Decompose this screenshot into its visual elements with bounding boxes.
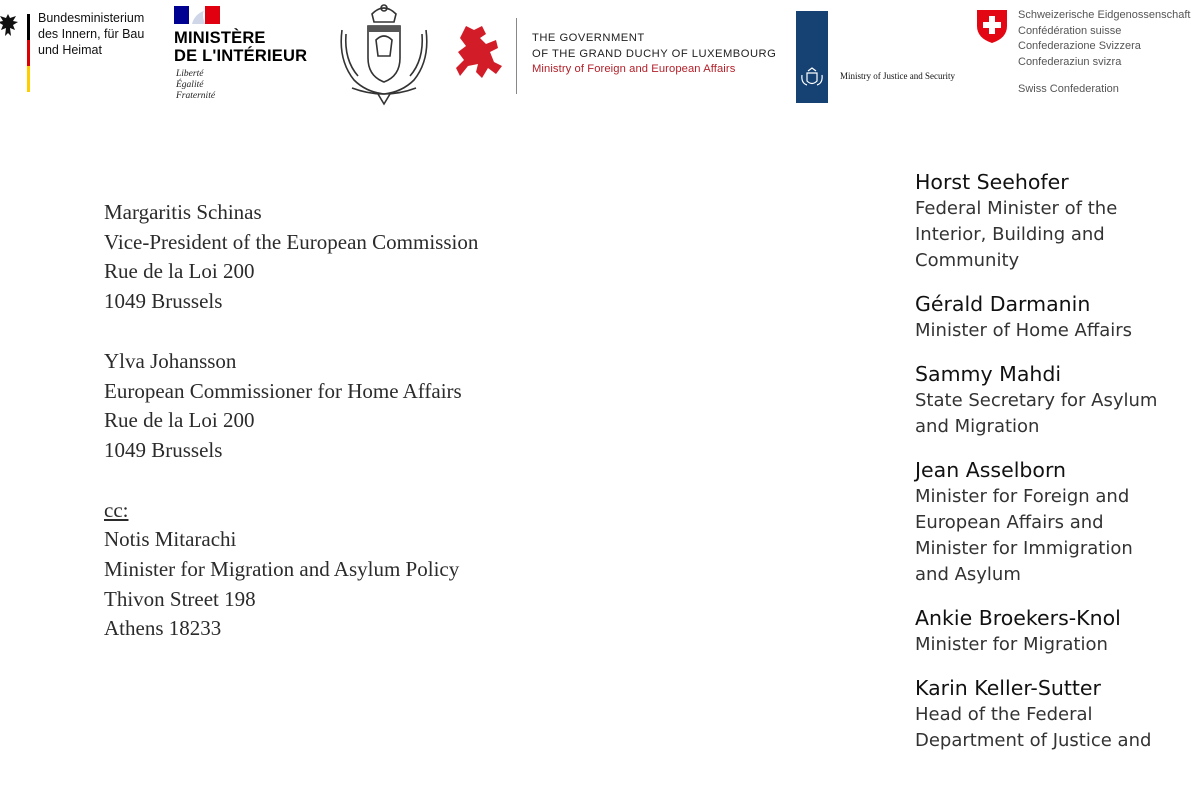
recipient-address: [104, 198, 664, 317]
signatory-title: Minister for Immigration: [915, 538, 1133, 559]
swiss-shield-icon: [975, 8, 1009, 44]
recipient-city: 1049 Brussels: [104, 289, 223, 314]
cc-address: [104, 496, 664, 645]
recipient-addresses: [104, 198, 664, 674]
belgium-logo: [332, 0, 436, 106]
signatory-title: Interior, Building and: [915, 224, 1105, 245]
signatory-title: Minister for Foreign and: [915, 486, 1130, 507]
luxembourg-ministry-name: Ministry of Foreign and European Affairs: [532, 63, 736, 75]
signatory-title: Community: [915, 250, 1020, 271]
luxembourg-government-logo: [452, 14, 792, 94]
signatory-title: Minister of Home Affairs: [915, 320, 1133, 341]
recipient-street: Rue de la Loi 200: [104, 259, 255, 284]
recipient-city: 1049 Brussels: [104, 437, 223, 462]
luxembourg-government-name: THE GOVERNMENT OF THE GRAND DUCHY OF LUXEMBOURG Ministry of Foreign and European Affairs: [532, 31, 776, 78]
signatory-title: and Asylum: [915, 564, 1021, 585]
signatory-name: Gérald Darmanin: [915, 292, 1091, 316]
cc-city: Athens 18233: [104, 616, 222, 641]
netherlands-ministry-name: Ministry of Justice and Security: [840, 71, 955, 81]
signatory-title: Minister for Migration: [915, 634, 1108, 655]
belgian-coat-of-arms-icon: [332, 0, 436, 106]
france-motto: Liberté Égalité Fraternité: [176, 69, 216, 101]
signatories-list: [915, 168, 1200, 770]
signatory: [915, 674, 1200, 754]
netherlands-blue-bar: [796, 11, 828, 103]
cc-label: cc:: [104, 497, 129, 522]
germany-ministry-logo: [0, 6, 160, 88]
cc-title: Minister for Migration and Asylum Policy: [104, 557, 460, 582]
swiss-confederation-logo: [975, 8, 1200, 100]
signatory-name: Karin Keller-Sutter: [915, 676, 1101, 700]
netherlands-ministry-logo: [796, 11, 976, 103]
cc-name: Notis Mitarachi: [104, 527, 237, 552]
signatory-title: and Migration: [915, 416, 1040, 437]
signatory: [915, 456, 1200, 588]
eagle-icon: [0, 12, 20, 42]
swiss-confederation-english: Swiss Confederation: [1018, 83, 1119, 95]
signatory: [915, 290, 1200, 344]
signatory-name: Jean Asselborn: [915, 458, 1067, 482]
france-ministry-title: MINISTÈRE DE L'INTÉRIEUR: [174, 29, 308, 65]
dutch-crest-icon: [799, 67, 825, 89]
luxembourg-divider: [516, 18, 517, 94]
signatory-name: Ankie Broekers-Knol: [915, 606, 1121, 630]
signatory-name: Sammy Mahdi: [915, 362, 1062, 386]
signatory-title: Federal Minister of the: [915, 198, 1118, 219]
recipient-name: Margaritis Schinas: [104, 200, 262, 224]
signatory: [915, 360, 1200, 440]
marianne-flag-icon: [174, 6, 220, 24]
signatory-title: European Affairs and: [915, 512, 1104, 533]
cc-street: Thivon Street 198: [104, 586, 256, 611]
recipient-name: Ylva Johansson: [104, 348, 237, 373]
recipient-title: Vice-President of the European Commission: [104, 229, 479, 254]
recipient-street: Rue de la Loi 200: [104, 408, 255, 433]
france-ministry-logo: [174, 6, 324, 106]
signatory-name: Horst Seehofer: [915, 170, 1069, 194]
signatory-title: Head of the Federal: [915, 704, 1093, 725]
germany-ministry-name: Bundesministerium des Innern, für Bau und Heimat: [38, 11, 145, 57]
signatory: [915, 168, 1200, 274]
german-flag-bar: [27, 14, 30, 92]
recipient-address: [104, 347, 664, 466]
recipient-title: European Commissioner for Home Affairs: [104, 378, 462, 403]
red-lion-icon: [452, 22, 504, 82]
swiss-confederation-names: Schweizerische Eidgenossenschaft Confédération suisse Confederazione Svizzera Confederaziun svizra: [1018, 9, 1191, 68]
signatory-title: State Secretary for Asylum: [915, 390, 1158, 411]
signatory-title: Department of Justice and: [915, 730, 1152, 751]
signatory: [915, 604, 1200, 658]
